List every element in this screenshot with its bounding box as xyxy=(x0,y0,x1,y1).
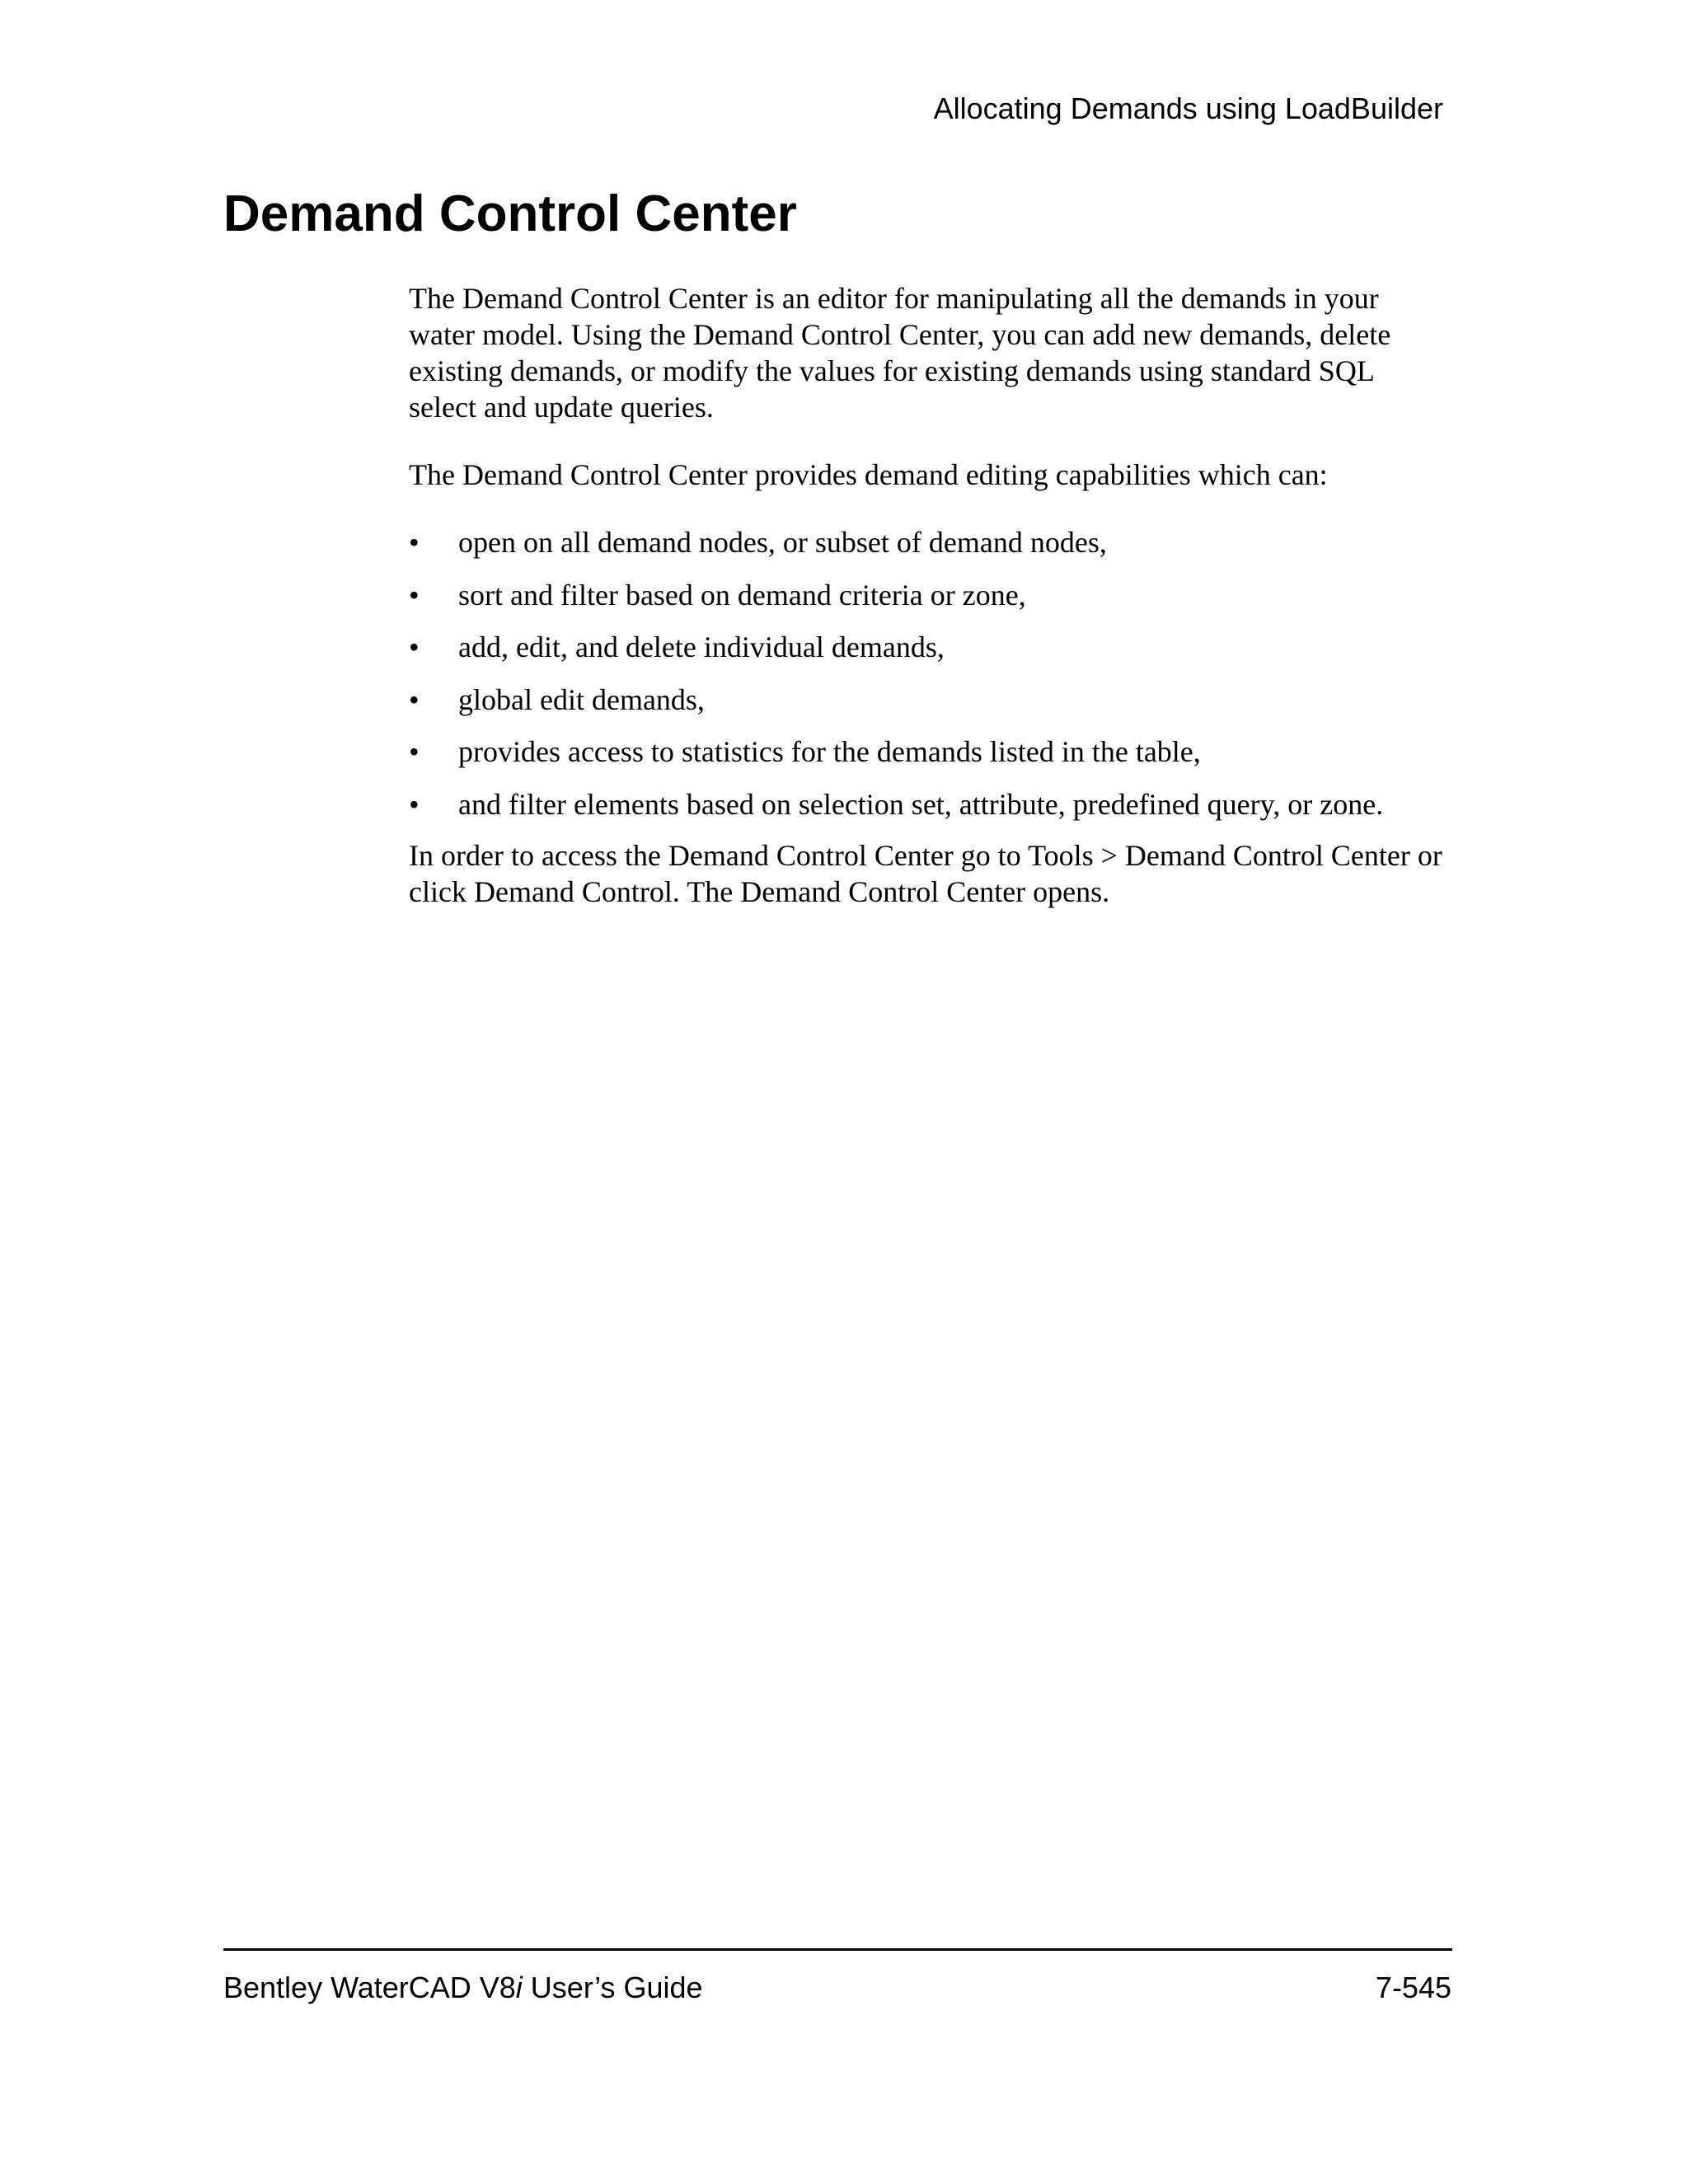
bullet-icon: • xyxy=(409,735,420,768)
list-item-text: add, edit, and delete individual demands, xyxy=(458,630,945,663)
capabilities-list xyxy=(409,524,1447,823)
intro-paragraph: The Demand Control Center is an editor for manipulating all the demands in your water model. Using the Demand Control Center, you can add new demands, delete existing demands, or modify the values for existing demands using standard SQL select and update queries. xyxy=(409,282,1391,424)
list-item xyxy=(409,733,1447,770)
guide-title-prefix: Bentley WaterCAD V8 xyxy=(223,1971,516,2004)
footer-divider xyxy=(223,1948,1452,1951)
list-item-text: global edit demands, xyxy=(458,682,705,716)
bullet-icon: • xyxy=(409,787,420,821)
bullet-icon: • xyxy=(409,526,420,559)
page-number: 7-545 xyxy=(1375,1971,1451,2004)
lead-paragraph: The Demand Control Center provides demand editing capabilities which can: xyxy=(409,458,1328,491)
body-text xyxy=(409,280,1447,910)
list-item xyxy=(409,577,1447,613)
guide-title-italic: i xyxy=(515,1971,523,2004)
closing-paragraph: In order to access the Demand Control Center go to Tools > Demand Control Center or click Demand Control. The Demand Control Center opens. xyxy=(409,838,1442,908)
list-item xyxy=(409,524,1447,560)
footer-guide-title xyxy=(223,1968,703,2008)
list-item-text: sort and filter based on demand criteria or zone, xyxy=(458,578,1026,612)
list-item xyxy=(409,786,1447,823)
bullet-icon: • xyxy=(409,630,420,663)
list-item-text: and filter elements based on selection set, attribute, predefined query, or zone. xyxy=(458,787,1384,821)
section-title: Demand Control Center xyxy=(223,185,797,242)
running-header: Allocating Demands using LoadBuilder xyxy=(933,91,1443,125)
guide-title-suffix: User’s Guide xyxy=(522,1971,703,2004)
list-item xyxy=(409,629,1447,665)
bullet-icon: • xyxy=(409,578,420,612)
list-item-text: provides access to statistics for the demands listed in the table, xyxy=(458,735,1201,768)
list-item-text: open on all demand nodes, or subset of demand nodes, xyxy=(458,526,1107,559)
list-item xyxy=(409,682,1447,718)
bullet-icon: • xyxy=(409,682,420,716)
